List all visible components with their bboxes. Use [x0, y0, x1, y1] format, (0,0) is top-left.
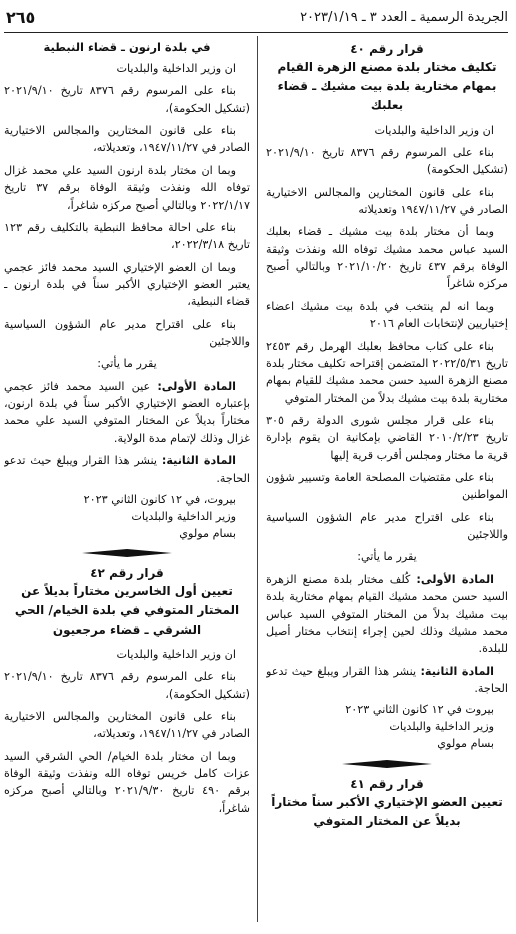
paragraph: وبما انه لم ينتخب في بلدة بيت مشيك اعضاء إختياريين لإنتخابات العام ٢٠١٦ — [266, 299, 508, 331]
article-1-label: المادة الأولى: — [157, 379, 237, 393]
journal-title: الجريدة الرسمية ـ العدد ٣ ـ ٢٠٢٣/١/١٩ — [300, 10, 508, 25]
decision-40-heading: قرار رقم ٤٠ — [350, 42, 424, 56]
minister-line: ان وزير الداخلية والبلديات — [374, 123, 494, 137]
signature-date: بيروت، في ١٢ كانون الثاني ٢٠٢٣ — [83, 492, 236, 506]
paragraph: بناء على احالة محافظ النبطية بالتكليف رقم ١٢٣ تاريخ ٢٠٢٢/٣/١٨، — [4, 220, 250, 252]
paragraph: بناء على قانون المختارين والمجالس الاختيارية الصادر في ١٩٤٧/١١/٢٧، وتعديلاته، — [4, 709, 250, 741]
paragraph: بناء على قرار مجلس شورى الدولة رقم ٣٠٥ تاريخ ٢٠١٠/٢/٢٣ القاضي بإمكانية ان يقوم بإدارة قرية ما مختار ومجلس أقرب قرية إليها — [266, 413, 508, 462]
decision-41-heading: قرار رقم ٤١ — [350, 776, 424, 791]
paragraph: وبما ان مختار بلدة الخيام/ الحي الشرقي السيد عزات كامل خريس توفاه الله ونفذت وثيقة الوفاة برقم ٤٩٠ تاريخ ٢٠٢١/٩/٣٠ وبالتالي أصبح مركزه شاغراً، — [4, 749, 250, 815]
article-1-label: المادة الأولى: — [416, 572, 494, 586]
paragraph: بناء على المرسوم رقم ٨٣٧٦ تاريخ ٢٠٢١/٩/١٠ (تشكيل الحكومة) — [266, 145, 508, 177]
article-2-label: المادة الثانية: — [161, 454, 236, 468]
paragraph: وبما ان مختار بلدة ارنون السيد علي محمد غزال توفاه الله ونفذت وثيقة الوفاة برقم ٣٧ تاريخ ٢٠٢٢/١/١٧ وبالتالي أصبح مركزه شاغراً، — [4, 163, 250, 212]
minister-line: ان وزير الداخلية والبلديات — [116, 647, 236, 661]
article-2-text: ينشر هذا القرار ويبلغ حيث تدعو الحاجة. — [266, 664, 508, 695]
decision-41-subject: تعيين العضو الإختياري الأكبر سناً مختاراً بديلاً عن المختار المتوفي — [271, 794, 503, 828]
article-1-text: كُلف مختار بلدة مصنع الزهرة السيد حسن محمد مشيك القيام بمهام مختارية بلدة بيت مشيك بدلاً من المختار المتوفي السيد عباس محمد مشيك وذلك لحين إجراء إنتخاب مختار أصيل للبلدة. — [266, 572, 508, 656]
article-1 — [266, 571, 508, 658]
minister-line: ان وزير الداخلية والبلديات — [116, 62, 236, 75]
column-divider — [257, 36, 258, 922]
article-1-text: عين السيد محمد فائز عجمي بإعتباره العضو الإختياري الأكبر سناً في بلدة ارنون، مختاراً بديلاً عن المختار المتوفي السيد علي محمد غزال وذلك لإتمام مدة الولاية. — [4, 379, 250, 445]
paragraph: بناء على المرسوم رقم ٨٣٧٦ تاريخ ٢٠٢١/٩/١٠ (تشكيل الحكومة)، — [4, 670, 250, 701]
paragraph: بناء على اقتراح مدير عام الشؤون السياسية واللاجئين — [4, 317, 250, 349]
signature-name: بسام مولوي — [437, 736, 494, 750]
paragraph: بناء على كتاب محافظ بعلبك الهرمل رقم ٢٤٥٣ تاريخ ٢٠٢٢/٥/٣١ المتضمن إقتراحه تكليف مختار بلدة مصنع الزهرة السيد حسن محمد مشيك للقيام بمهام مختارية بلدة بيت مشيك بدلاً من المختار المتوفي — [266, 339, 508, 405]
section-separator — [82, 548, 172, 558]
page-number: ٢٦٥ — [6, 8, 36, 27]
article-2-text: ينشر هذا القرار ويبلغ حيث تدعو الحاجة. — [4, 454, 250, 485]
paragraph: بناء على قانون المختارين والمجالس الاختيارية الصادر في ١٩٤٧/١١/٢٧، وتعديلاته، — [4, 124, 250, 155]
signature-name: بسام مولوي — [179, 526, 236, 540]
paragraph: بناء على مقتضيات المصلحة العامة وتسيير شؤون المواطنين — [266, 471, 508, 502]
decides-line: يقرر ما يأتي: — [97, 357, 157, 371]
paragraph: بناء على قانون المختارين والمجالس الاختيارية الصادر في ١٩٤٧/١١/٢٧ وتعديلاته — [266, 185, 508, 216]
decision-40-subject: تكليف مختار بلدة مصنع الزهرة القيام بمهام مختارية بلدة بيت مشيك ـ قضاء بعلبك — [277, 60, 497, 113]
paragraph: بناء على اقتراح مدير عام الشؤون السياسية واللاجئين — [266, 510, 508, 542]
continued-title: في بلدة ارنون ـ قضاء النبطية — [43, 40, 211, 54]
signature-date: بيروت في ١٢ كانون الثاني ٢٠٢٣ — [345, 703, 494, 717]
article-2-label: المادة الثانية: — [420, 664, 495, 678]
signature-title: وزير الداخلية والبلديات — [389, 720, 494, 734]
decides-line: يقرر ما يأتي: — [357, 550, 417, 564]
paragraph: وبما ان العضو الإختياري السيد محمد فائز عجمي يعتبر العضو الإختياري الأكبر سناً في بلدة ارنون ـ قضاء النبطية، — [4, 260, 250, 309]
paragraph: بناء على المرسوم رقم ٨٣٧٦ تاريخ ٢٠٢١/٩/١٠ (تشكيل الحكومة)، — [4, 84, 250, 115]
article-2 — [266, 663, 508, 698]
section-separator — [342, 759, 432, 769]
paragraph: وبما أن مختار بلدة بيت مشيك ـ قضاء بعلبك السيد عباس محمد مشيك توفاه الله ونفذت وثيقة الوفاة برقم ٤٣٧ تاريخ ٢٠٢١/١٠/٢٠ وبالتالي أصبح مركزه شاغراً — [266, 225, 508, 291]
article-2 — [4, 452, 250, 487]
page-header — [4, 6, 508, 33]
left-column — [4, 40, 250, 926]
decision-42-heading: قرار رقم ٤٢ — [90, 566, 164, 581]
article-1 — [4, 378, 250, 447]
decision-42-subject: تعيين أول الخاسرين مختاراً بديلاً عن المختار المتوفي في بلدة الخيام/ الحي الشرقي ـ قضاء مرجعيون — [14, 584, 240, 637]
right-column — [266, 40, 508, 926]
signature-title: وزير الداخلية والبلديات — [131, 509, 236, 523]
